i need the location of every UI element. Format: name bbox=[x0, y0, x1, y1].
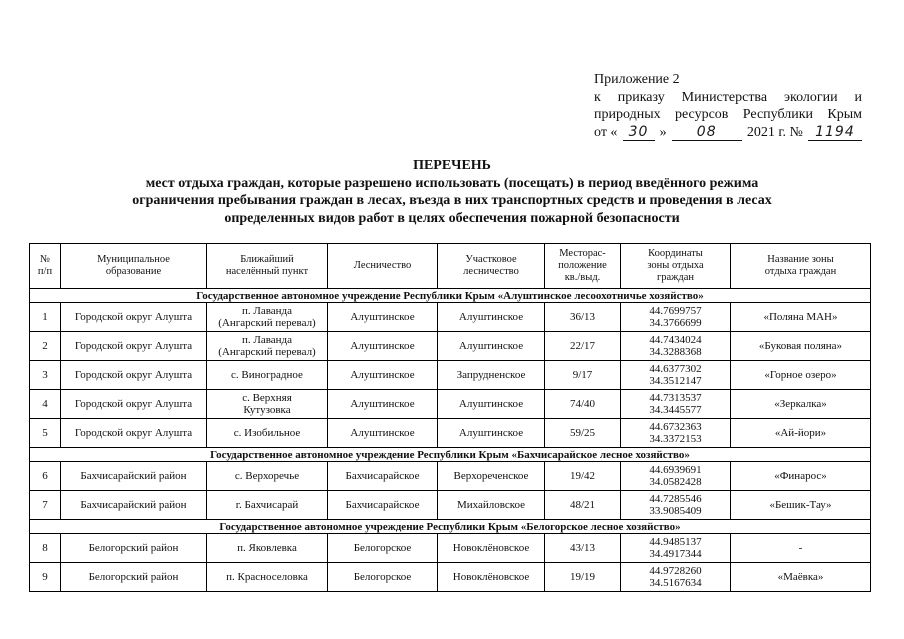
zone-name-cell: «Буковая поляна» bbox=[731, 332, 871, 361]
location-cell: 48/21 bbox=[545, 491, 621, 520]
forestry-cell: Белогорское bbox=[328, 563, 438, 592]
coordinate-value: 44.7699757 bbox=[649, 305, 702, 317]
coordinate-value: 44.7313537 bbox=[649, 392, 702, 404]
settlement-cell bbox=[207, 462, 328, 491]
forestry-cell: Алуштинское bbox=[328, 303, 438, 332]
header-text-line: кв./выд. bbox=[564, 272, 601, 283]
settlement-line: Кутузовка bbox=[243, 404, 291, 416]
coordinates-cell bbox=[621, 563, 731, 592]
header-row bbox=[30, 244, 871, 289]
district-forestry-cell: Алуштинское bbox=[438, 332, 545, 361]
coordinate-value: 44.7285546 bbox=[649, 493, 702, 505]
location-cell: 19/42 bbox=[545, 462, 621, 491]
header-text-line: Муниципальное bbox=[97, 254, 170, 265]
header-text-line: лесничество bbox=[463, 266, 519, 277]
row-number: 4 bbox=[30, 390, 61, 419]
forestry-cell: Белогорское bbox=[328, 534, 438, 563]
row-number: 9 bbox=[30, 563, 61, 592]
section-title: Государственное автономное учреждение Республики Крым «Бахчисарайское лесное хозяйство» bbox=[30, 448, 871, 462]
header-text-line: образование bbox=[105, 266, 162, 277]
appendix-order-line: к приказу Министерства экологии и bbox=[594, 89, 862, 105]
coordinate-value: 33.9085409 bbox=[649, 505, 702, 517]
settlement-line: (Ангарский перевал) bbox=[218, 317, 316, 329]
header-text-line: Участковое bbox=[465, 254, 517, 265]
row-number: 2 bbox=[30, 332, 61, 361]
section-title: Государственное автономное учреждение Республики Крым «Алуштинское лесоохотничье хозяйство» bbox=[30, 289, 871, 303]
municipality-cell: Городской округ Алушта bbox=[61, 303, 207, 332]
section-row bbox=[30, 520, 871, 534]
settlement-line: п. Красноселовка bbox=[226, 571, 308, 583]
coordinate-value: 44.7434024 bbox=[649, 334, 702, 346]
coordinate-value: 44.6939691 bbox=[649, 464, 702, 476]
zone-name-cell: «Ай-йори» bbox=[731, 419, 871, 448]
settlement-cell bbox=[207, 303, 328, 332]
settlement-cell bbox=[207, 361, 328, 390]
coordinate-value: 34.5167634 bbox=[649, 577, 702, 589]
header-text-line: Месторас- bbox=[559, 248, 606, 259]
coordinate-value: 34.3372153 bbox=[649, 433, 702, 445]
coordinate-value: 44.9485137 bbox=[649, 536, 702, 548]
table-row bbox=[30, 563, 871, 592]
settlement-cell bbox=[207, 419, 328, 448]
header-text-line: отдыха граждан bbox=[764, 266, 837, 277]
table-row bbox=[30, 303, 871, 332]
coordinates-cell bbox=[621, 419, 731, 448]
header-text-line: Название зоны bbox=[767, 254, 834, 265]
forestry-cell: Алуштинское bbox=[328, 419, 438, 448]
appendix-ministry-line: природных ресурсов Республики Крым bbox=[594, 107, 862, 122]
location-cell: 74/40 bbox=[545, 390, 621, 419]
zone-name-cell: - bbox=[731, 534, 871, 563]
document-title: ПЕРЕЧЕНЬ bbox=[413, 158, 491, 173]
date-year-text: 2021 г. № bbox=[746, 124, 803, 140]
table-body bbox=[30, 289, 871, 592]
settlement-line: (Ангарский перевал) bbox=[218, 346, 316, 358]
district-forestry-cell: Алуштинское bbox=[438, 419, 545, 448]
coordinate-value: 34.3766699 bbox=[649, 317, 702, 329]
settlement-line: п. Яковлевка bbox=[237, 542, 297, 554]
heading-line: мест отдыха граждан, которые разрешено использовать (посещать) в период введённого режима bbox=[145, 175, 759, 191]
appendix-title: Приложение 2 bbox=[594, 72, 680, 87]
coordinate-value: 34.3512147 bbox=[649, 375, 702, 387]
coordinates-cell bbox=[621, 361, 731, 390]
settlement-cell bbox=[207, 332, 328, 361]
section-row bbox=[30, 448, 871, 462]
header-municipality bbox=[61, 244, 207, 289]
row-number: 3 bbox=[30, 361, 61, 390]
coordinate-value: 34.3288368 bbox=[649, 346, 702, 358]
date-prefix: от « bbox=[594, 124, 618, 140]
coordinate-value: 44.6377302 bbox=[649, 363, 702, 375]
location-cell: 22/17 bbox=[545, 332, 621, 361]
district-forestry-cell: Запрудненское bbox=[438, 361, 545, 390]
table-row bbox=[30, 534, 871, 563]
zone-name-cell: «Поляна МАН» bbox=[731, 303, 871, 332]
zone-name-cell: «Зеркалка» bbox=[731, 390, 871, 419]
header-coordinates bbox=[621, 244, 731, 289]
forestry-cell: Алуштинское bbox=[328, 390, 438, 419]
forestry-cell: Бахчисарайское bbox=[328, 491, 438, 520]
appendix-date-line bbox=[594, 124, 862, 142]
municipality-cell: Белогорский район bbox=[61, 534, 207, 563]
district-forestry-cell: Алуштинское bbox=[438, 303, 545, 332]
municipality-cell: Городской округ Алушта bbox=[61, 361, 207, 390]
table-header bbox=[30, 244, 871, 289]
header-district-forestry bbox=[438, 244, 545, 289]
location-cell: 9/17 bbox=[545, 361, 621, 390]
coordinates-cell bbox=[621, 534, 731, 563]
forestry-cell: Бахчисарайское bbox=[328, 462, 438, 491]
table-row bbox=[30, 491, 871, 520]
municipality-cell: Бахчисарайский район bbox=[61, 491, 207, 520]
header-settlement bbox=[207, 244, 328, 289]
table-row bbox=[30, 332, 871, 361]
header-text-line: зоны отдыха bbox=[647, 260, 704, 271]
zone-name-cell: «Маёвка» bbox=[731, 563, 871, 592]
row-number: 6 bbox=[30, 462, 61, 491]
district-forestry-cell: Новоклёновское bbox=[438, 563, 545, 592]
coordinates-cell bbox=[621, 390, 731, 419]
municipality-cell: Городской округ Алушта bbox=[61, 419, 207, 448]
header-number bbox=[30, 244, 61, 289]
handwritten-month: 08 bbox=[672, 125, 742, 141]
header-text-line: п/п bbox=[37, 266, 53, 277]
location-cell: 19/19 bbox=[545, 563, 621, 592]
header-text-line: положение bbox=[558, 260, 607, 271]
forestry-cell: Алуштинское bbox=[328, 361, 438, 390]
settlement-line: с. Изобильное bbox=[233, 427, 301, 439]
settlement-line: п. Лаванда bbox=[241, 305, 293, 317]
header-text-line: населённый пункт bbox=[225, 266, 309, 277]
location-cell: 59/25 bbox=[545, 419, 621, 448]
header-text-line: Лесничество bbox=[353, 260, 412, 271]
municipality-cell: Бахчисарайский район bbox=[61, 462, 207, 491]
table-row bbox=[30, 419, 871, 448]
header-text-line: Ближайший bbox=[240, 254, 294, 265]
heading-line: определенных видов работ в целях обеспечения пожарной безопасности bbox=[224, 210, 680, 226]
settlement-cell bbox=[207, 390, 328, 419]
settlement-line: с. Виноградное bbox=[231, 369, 303, 381]
handwritten-order-number: 1194 bbox=[808, 125, 862, 141]
district-forestry-cell: Михайловское bbox=[438, 491, 545, 520]
table-row bbox=[30, 361, 871, 390]
forestry-cell: Алуштинское bbox=[328, 332, 438, 361]
coordinates-cell bbox=[621, 491, 731, 520]
district-forestry-cell: Новоклёновское bbox=[438, 534, 545, 563]
heading-line: ограничения пребывания граждан в лесах, въезда в них транспортных средств и проведения в лесах bbox=[132, 193, 772, 208]
municipality-cell: Городской округ Алушта bbox=[61, 332, 207, 361]
location-cell: 36/13 bbox=[545, 303, 621, 332]
settlement-cell bbox=[207, 563, 328, 592]
zone-name-cell: «Финарос» bbox=[731, 462, 871, 491]
municipality-cell: Белогорский район bbox=[61, 563, 207, 592]
header-zone-name bbox=[731, 244, 871, 289]
district-forestry-cell: Алуштинское bbox=[438, 390, 545, 419]
coordinate-value: 44.6732363 bbox=[649, 421, 702, 433]
section-row bbox=[30, 289, 871, 303]
table-row bbox=[30, 390, 871, 419]
zone-name-cell: «Бешик-Тау» bbox=[731, 491, 871, 520]
appendix-block bbox=[594, 71, 862, 141]
settlement-line: п. Лаванда bbox=[241, 334, 293, 346]
district-forestry-cell: Верхореченское bbox=[438, 462, 545, 491]
document-heading bbox=[0, 157, 904, 227]
row-number: 7 bbox=[30, 491, 61, 520]
row-number: 1 bbox=[30, 303, 61, 332]
settlement-cell bbox=[207, 534, 328, 563]
zone-name-cell: «Горное озеро» bbox=[731, 361, 871, 390]
row-number: 5 bbox=[30, 419, 61, 448]
settlement-cell bbox=[207, 491, 328, 520]
date-quote-close: » bbox=[659, 124, 667, 140]
row-number: 8 bbox=[30, 534, 61, 563]
header-text-line: граждан bbox=[656, 272, 695, 283]
municipality-cell: Городской округ Алушта bbox=[61, 390, 207, 419]
table-row bbox=[30, 462, 871, 491]
location-cell: 43/13 bbox=[545, 534, 621, 563]
section-title: Государственное автономное учреждение Республики Крым «Белогорское лесное хозяйство» bbox=[30, 520, 871, 534]
header-location bbox=[545, 244, 621, 289]
header-text-line: Координаты bbox=[648, 248, 703, 259]
coordinate-value: 34.4917344 bbox=[649, 548, 702, 560]
coordinates-cell bbox=[621, 303, 731, 332]
coordinate-value: 34.3445577 bbox=[649, 404, 702, 416]
coordinate-value: 44.9728260 bbox=[649, 565, 702, 577]
handwritten-day: 30 bbox=[623, 125, 655, 141]
coordinate-value: 34.0582428 bbox=[649, 476, 702, 488]
coordinates-cell bbox=[621, 332, 731, 361]
recreation-zones-table bbox=[29, 243, 871, 592]
coordinates-cell bbox=[621, 462, 731, 491]
header-text-line: № bbox=[39, 254, 51, 265]
settlement-line: с. Верхняя bbox=[242, 392, 292, 404]
settlement-line: г. Бахчисарай bbox=[235, 499, 299, 511]
settlement-line: с. Верхоречье bbox=[234, 470, 300, 482]
header-forestry bbox=[328, 244, 438, 289]
